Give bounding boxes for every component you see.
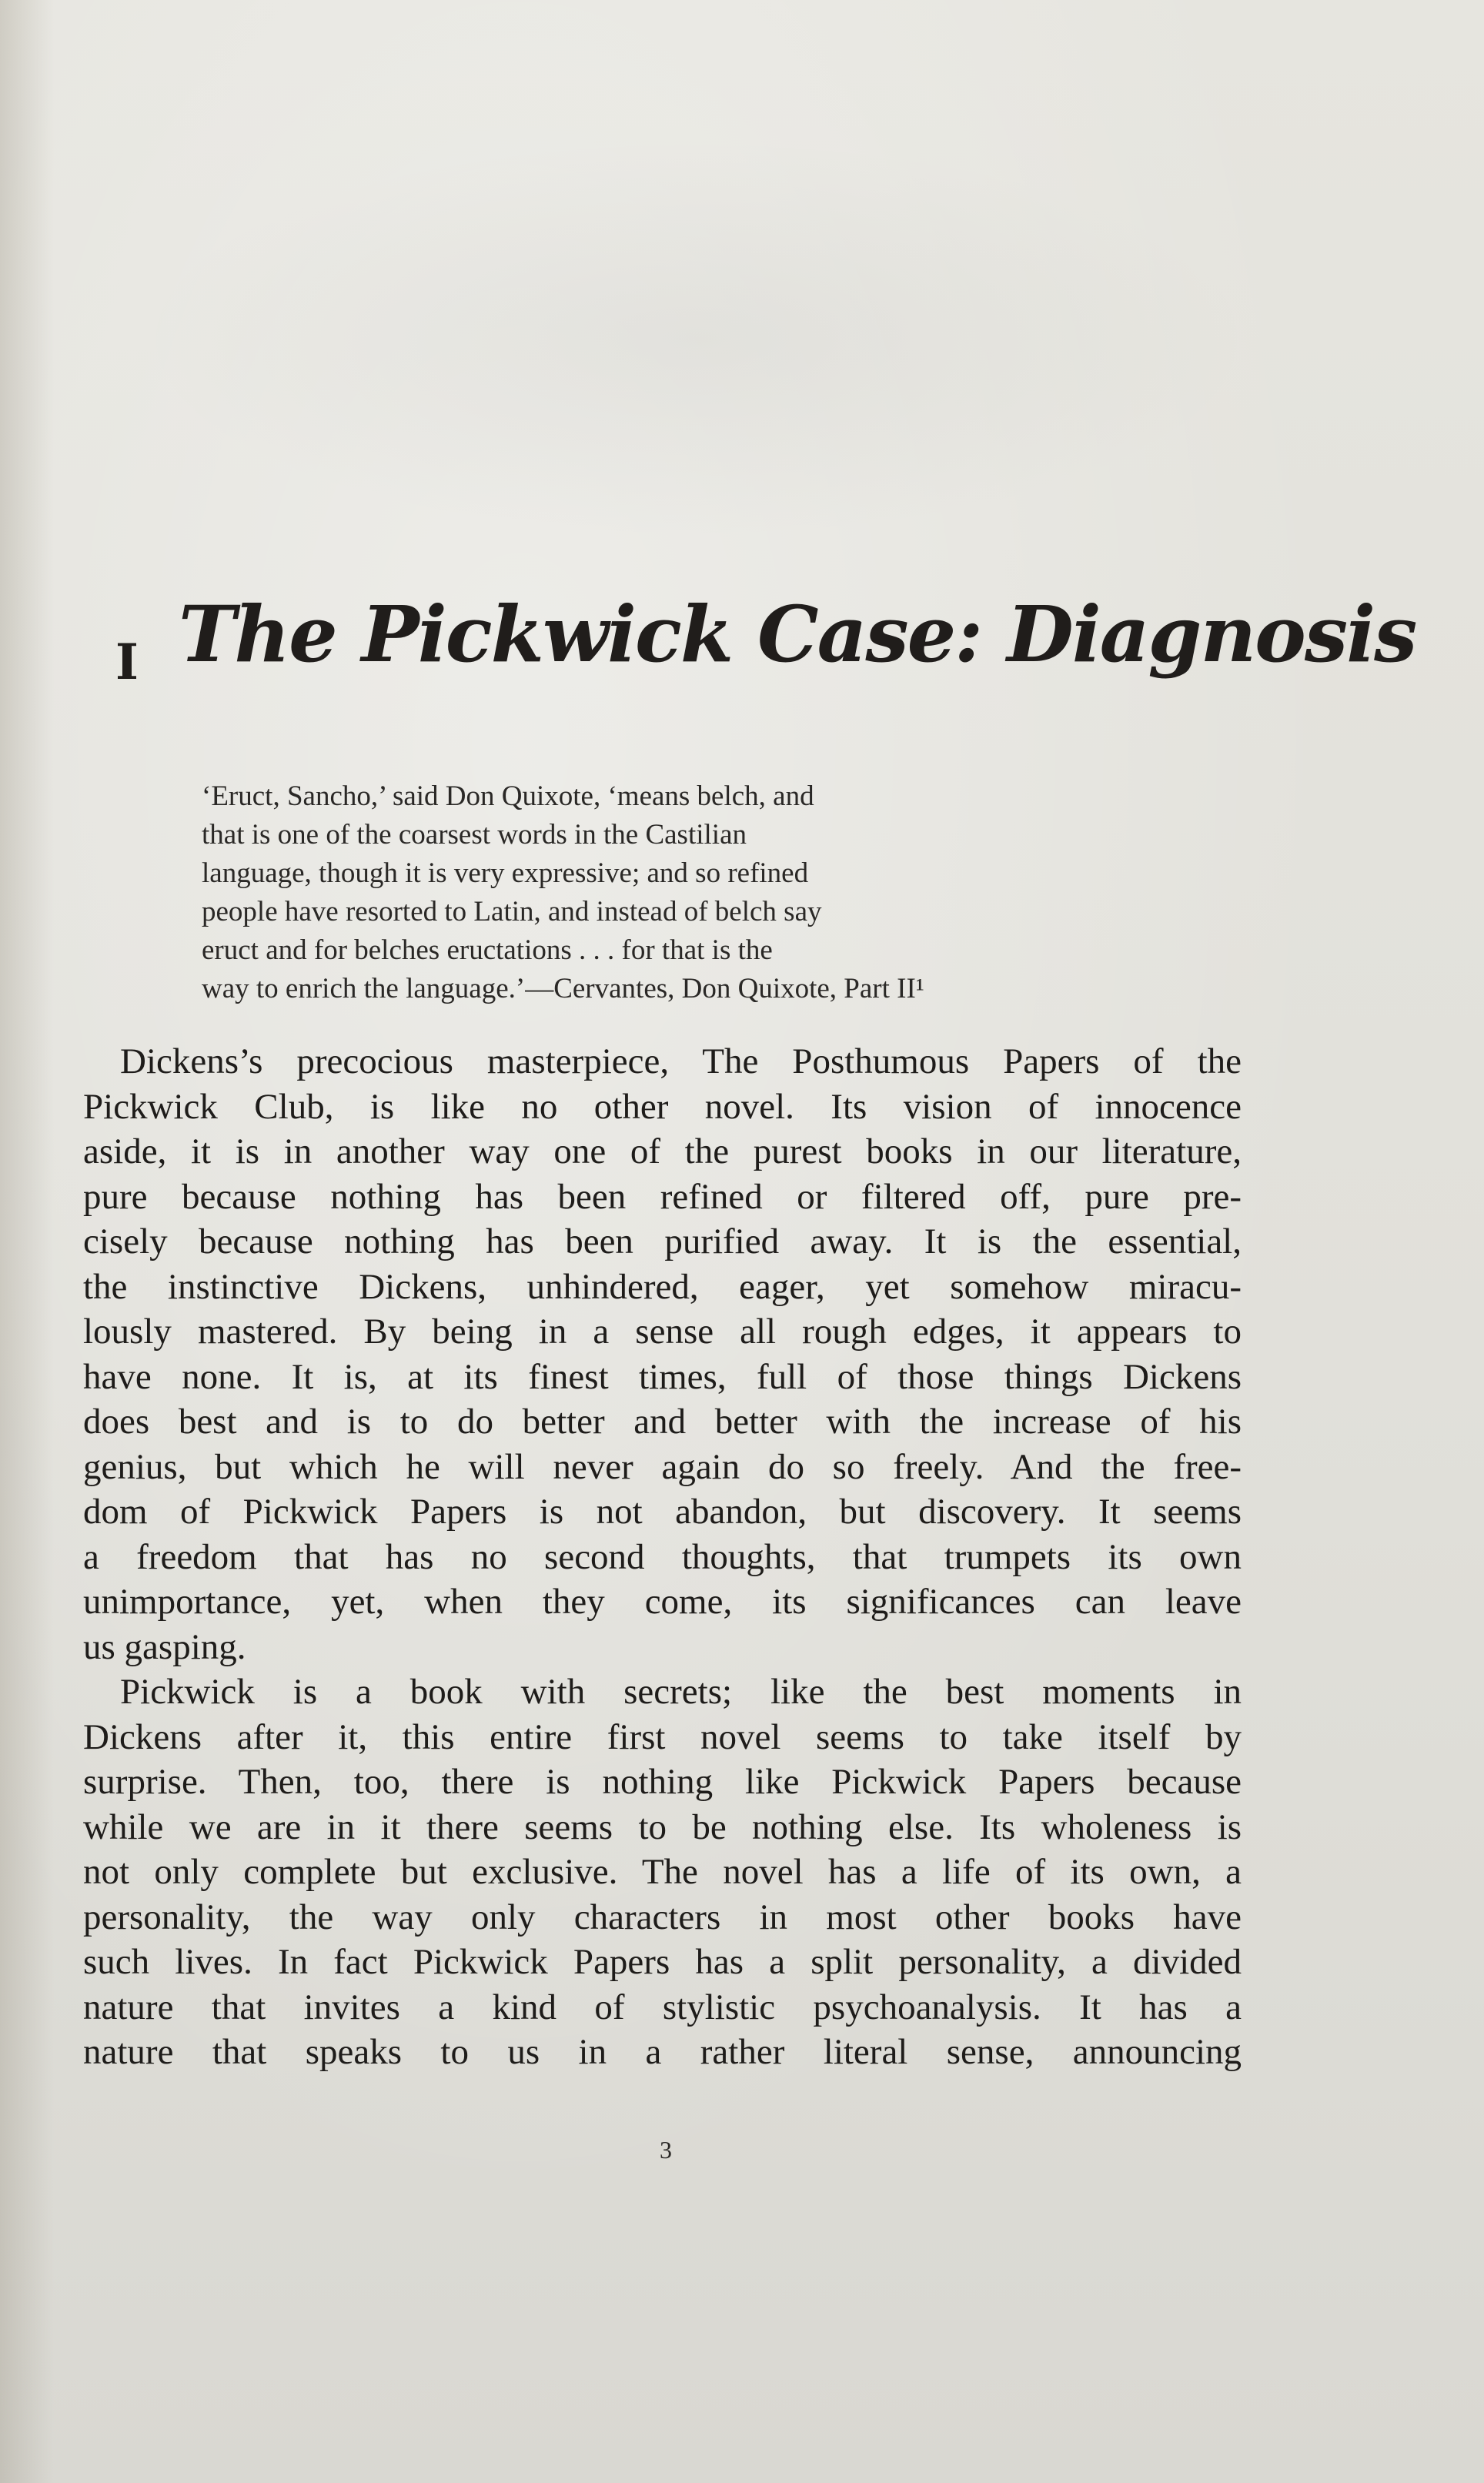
text-line: a freedom that has no second thoughts, that trumpets its own (83, 1536, 1242, 1577)
text-line: genius, but which he will never again do so freely. And the free- (83, 1446, 1242, 1487)
text-line: nature that speaks to us in a rather literal sense, announcing (83, 2032, 1242, 2072)
chapter-heading (115, 581, 1416, 727)
epigraph-line: ‘Eruct, Sancho,’ said Don Quixote, ‘means belch, and (202, 780, 814, 812)
paragraph-2 (83, 1669, 1242, 2075)
text-line: unimportance, yet, when they come, its significances can leave (83, 1582, 1242, 1622)
paragraph-1 (83, 1039, 1242, 1669)
text-line: Dickens after it, this entire first novel seems to take itself by (83, 1716, 1242, 1757)
text-line: us gasping. (83, 1626, 246, 1667)
text-line: surprise. Then, too, there is nothing like Pickwick Papers because (83, 1762, 1242, 1802)
text-line: personality, the way only characters in most other books have (83, 1897, 1242, 1937)
text-line: lously mastered. By being in a sense all rough edges, it appears to (83, 1312, 1242, 1352)
text-line: does best and is to do better and better with the increase of his (83, 1402, 1242, 1442)
text-line: while we are in it there seems to be nothing else. Its wholeness is (83, 1806, 1242, 1847)
text-line: nature that invites a kind of stylistic psychoanalysis. It has a (83, 1987, 1242, 2027)
spine-shadow (0, 0, 54, 2483)
text-line: not only complete but exclusive. The novel has a life of its own, a (83, 1852, 1242, 1892)
epigraph-line: people have resorted to Latin, and instead of belch say (202, 896, 822, 927)
text-line: Pickwick is a book with secrets; like the best moments in (120, 1672, 1242, 1712)
text-line: cisely because nothing has been purified away. It is the essential, (83, 1221, 1242, 1262)
text-line: aside, it is in another way one of the purest books in our literature, (83, 1131, 1242, 1171)
text-line: have none. It is, at its finest times, full of those things Dickens (83, 1356, 1242, 1397)
text-line: pure because nothing has been refined or filtered off, pure pre- (83, 1176, 1242, 1217)
text-line: such lives. In fact Pickwick Papers has a split personality, a divided (83, 1942, 1242, 1982)
page-number: 3 (660, 2136, 672, 2164)
epigraph-line: that is one of the coarsest words in the Castilian (202, 819, 747, 851)
text-line: Pickwick Club, is like no other novel. Its vision of innocence (83, 1086, 1242, 1127)
epigraph-line: way to enrich the language.’—Cervantes, Don Quixote, Part II¹ (202, 973, 924, 1004)
chapter-title: The Pickwick Case: Diagnosis (179, 589, 1416, 680)
chapter-number: I (115, 633, 139, 691)
text-line: the instinctive Dickens, unhindered, eager, yet somehow miracu- (83, 1266, 1242, 1307)
show-through-text (139, 139, 1255, 539)
epigraph-line: language, though it is very expressive; and so refined (202, 857, 809, 889)
epigraph (202, 777, 1018, 1008)
epigraph-line: eruct and for belches eructations . . . for that is the (202, 934, 773, 966)
text-line: Dickens’s precocious masterpiece, The Posthumous Papers of the (120, 1041, 1242, 1081)
body-text (83, 1039, 1242, 2075)
text-line: dom of Pickwick Papers is not abandon, but discovery. It seems (83, 1492, 1242, 1532)
